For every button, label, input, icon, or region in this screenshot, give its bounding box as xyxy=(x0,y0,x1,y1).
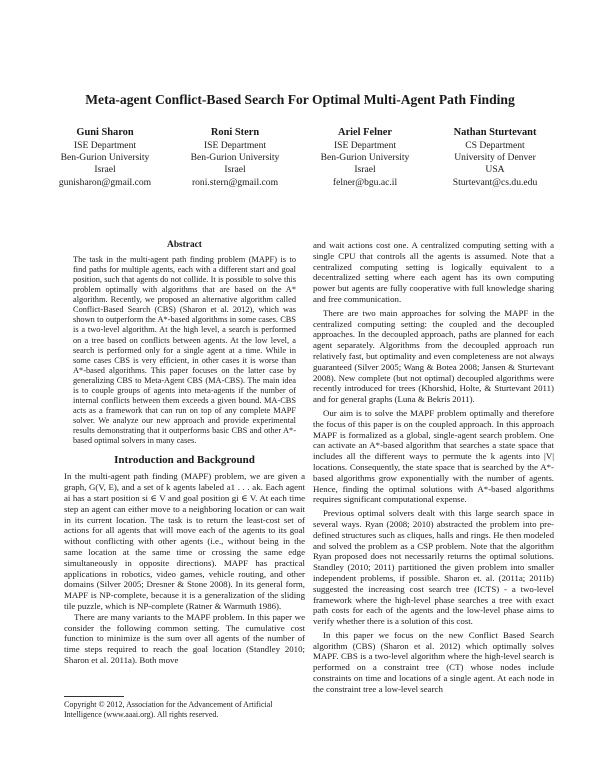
right-column xyxy=(313,240,554,695)
author-block xyxy=(300,126,430,189)
section-heading: Introduction and Background xyxy=(114,453,255,466)
body-paragraph: In this paper we focus on the new Conflict Based Search algorithm (CBS) (Sharon et al. 2012) which optimally solves MAPF. CBS is a two-level algorithm where the high-level search is performed on a constraint tree (CT) whose nodes include constraints on time and locations of a single agent. At each node in the constraint tree a low-level search xyxy=(313,629,554,694)
body-paragraph: In the multi-agent path finding (MAPF) problem, we are given a graph, G(V, E), and a set of k agents labeled a1 . . . ak. Each agent ai has a start position si ∈ V and goal position gi ∈ V. At each time step an agent can either move to a neighboring location or can wait in its current location. The task is to return the least-cost set of actions for all agents that will move each of the agents to its goal without conflicting with other agents (i.e., without being in the same location at the same time or crossing the same edge simultaneously in opposite directions). MAPF has practical applications in robotics, video games, vehicle routing, and other domains (Silver 2005; Dresner & Stone 2008). In its general form, MAPF is NP-complete, because it is a generalization of the sliding tile puzzle, which is NP-complete (Ratner & Warmuth 1986). xyxy=(64,471,305,611)
footnote-rule xyxy=(64,696,124,697)
author-country: USA xyxy=(485,164,505,176)
author-email: roni.stern@gmail.com xyxy=(191,176,279,188)
author-dept: ISE Department xyxy=(73,139,137,151)
left-column xyxy=(64,240,305,666)
author-country: Israel xyxy=(224,164,246,176)
author-dept: ISE Department xyxy=(203,139,267,151)
author-name: Ariel Felner xyxy=(338,127,392,138)
body-paragraph: There are two main approaches for solving the MAPF in the centralized computing setting: the coupled and the decoupled approaches. In the decoupled approach, paths are planned for each agent separately. Algorithms from the decoupled approach run relatively fast, but optimality and even completeness are not always guaranteed (Silver 2005; Wang & Botea 2008; Jansen & Sturtevant 2008). New complete (but not optimal) decoupled algorithms were recently introduced for trees (Khorshid, Holte, & Sturtevant 2011) and for general graphs (Luna & Bekris 2011). xyxy=(313,307,554,405)
author-block xyxy=(430,126,560,189)
author-country: Israel xyxy=(94,164,116,176)
author-name: Guni Sharon xyxy=(76,127,134,138)
paper-title: Meta-agent Conflict-Based Search For Optimal Multi-Agent Path Finding xyxy=(85,92,515,107)
author-email: gunisharon@gmail.com xyxy=(58,176,152,188)
author-list xyxy=(40,126,560,189)
abstract-heading: Abstract xyxy=(167,240,202,250)
body-paragraph: Previous optimal solvers dealt with this large search space in several ways. Ryan (2008; 2010) abstracted the problem into pre-defined structures such as cliques, halls and rings. He then modeled and solved the problem as a CSP problem. Note that the algorithm Ryan proposed does not necessarily returns the optimal solutions. Standley (2010; 2011) partitioned the given problem into smaller independent problems, if possible. Sharon et. al. (2011a; 2011b) suggested the increasing cost search tree (ICTS) - a two-level framework where the high-level phase searches a tree with exact path costs for each of the agents and the low-level phase aims to verify whether there is a solution of this cost. xyxy=(313,508,554,627)
author-name: Nathan Sturtevant xyxy=(453,127,537,138)
body-paragraph: Our aim is to solve the MAPF problem optimally and therefore the focus of this paper is on the coupled approach. In this approach MAPF is formalized as a global, single-agent search problem. One can activate an A*-based algorithm that searches a state space that includes all the different ways to permute the k agents into |V| locations. Consequently, the state space that is searched by the A*-based algorithms grow exponentially with the number of agents. Hence, finding the optimal solutions with A*-based algorithms requires significant computational expense. xyxy=(313,407,554,505)
copyright-notice: Copyright © 2012, Association for the Advancement of Artificial Intelligence (www.aaai.org). All rights reserved. xyxy=(64,700,273,719)
author-name: Roni Stern xyxy=(210,127,260,138)
author-dept: ISE Department xyxy=(333,139,397,151)
body-paragraph: and wait actions cost one. A centralized computing setting with a single CPU that controls all the agents is assumed. Note that a centralized computing setting is logically equivalent to a decentralized setting where each agent has its own computing power but agents are fully cooperative with full knowledge sharing and free communication. xyxy=(313,240,554,304)
author-org: Ben-Gurion University xyxy=(190,151,280,163)
author-email: felner@bgu.ac.il xyxy=(332,176,398,188)
author-country: Israel xyxy=(354,164,376,176)
author-org: Ben-Gurion University xyxy=(320,151,410,163)
author-block xyxy=(40,126,170,189)
body-paragraph: There are many variants to the MAPF problem. In this paper we consider the following common setting. The cumulative cost function to minimize is the sum over all agents of the number of time steps required to reach the goal location (Standley 2010; Sharon et al. 2011a). Both move xyxy=(64,611,305,665)
author-block xyxy=(170,126,300,189)
abstract-text: The task in the multi-agent path finding problem (MAPF) is to find paths for multiple agents, each with a different start and goal position, such that agents do not collide. It is possible to solve this problem optimally with algorithms that are based on the A* algorithm. Recently, we proposed an alternative algorithm called Conflict-Based Search (CBS) (Sharon et al. 2012), which was shown to outperform the A*-based algorithms in some cases. CBS is a two-level algorithm. At the high level, a search is performed on a tree based on conflicts between agents. At the low level, a search is performed only for a single agent at a time. While in some cases CBS is very efficient, in other cases it is worse than A*-based algorithms. This paper focuses on the latter case by generalizing CBS to Meta-Agent CBS (MA-CBS). The main idea is to couple groups of agents into meta-agents if the number of internal conflicts between them exceeds a given bound. MA-CBS acts as a framework that can run on top of any complete MAPF solver. We analyze our new approach and provide experimental results demonstrating that it outperforms basic CBS and other A*-based optimal solvers in many cases. xyxy=(73,254,296,446)
author-org: University of Denver xyxy=(454,151,536,163)
author-org: Ben-Gurion University xyxy=(60,151,150,163)
author-dept: CS Department xyxy=(465,139,525,151)
author-email: Sturtevant@cs.du.edu xyxy=(452,176,538,188)
